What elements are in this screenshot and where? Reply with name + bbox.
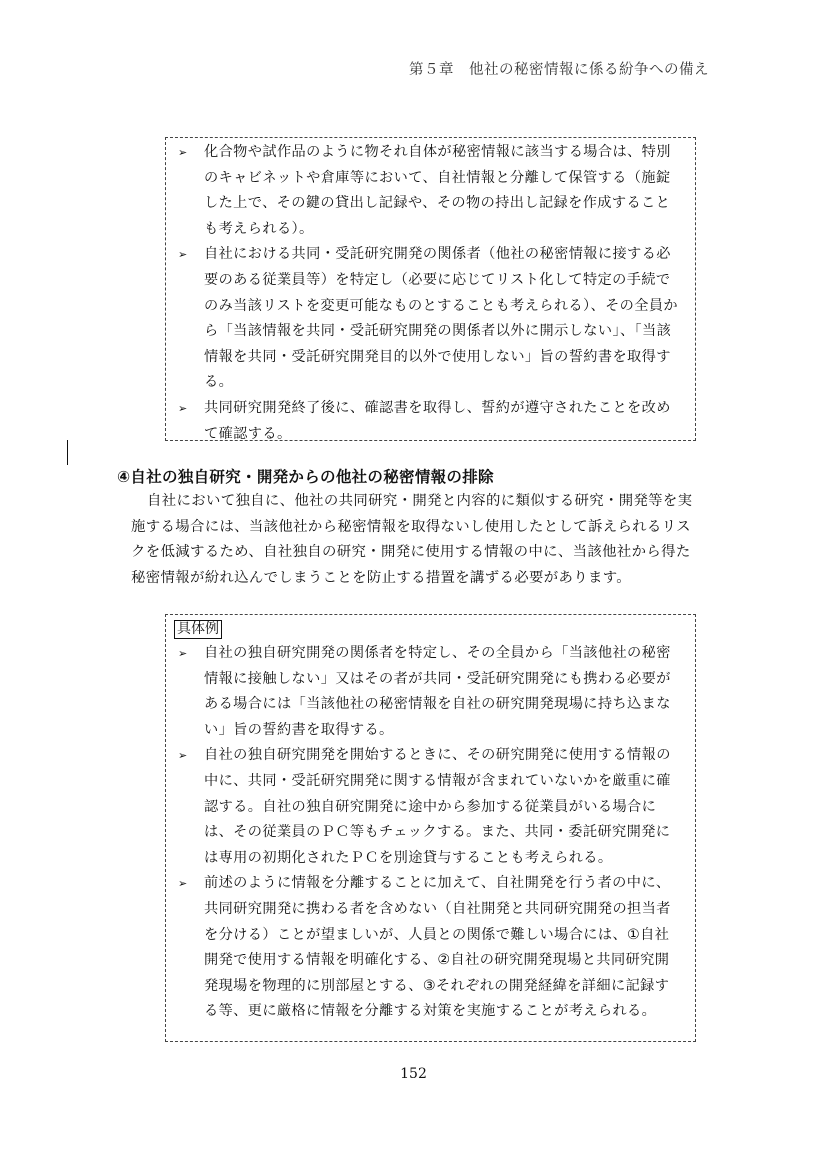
list-item-text: 化合物や試作品のように物それ自体が秘密情報に該当する場合は、特別のキャビネットや倉庫等において、自社情報と分離して保管する（施錠した上で、その鍵の貸出し記録や、その物の持出し記録を作成することも考えられる）。 (204, 144, 671, 237)
list-item-text: 自社の独自研究開発の関係者を特定し、その全員から「当該他社の秘密情報に接触しない」又はその者が共同・受託研究開発にも携わる必要がある場合には「当該他社の秘密情報を自社の研究開発現場に持ち込まない」旨の誓約書を取得する。 (204, 645, 671, 738)
examples-label: 具体例 (174, 620, 222, 639)
list-item-text: 自社における共同・受託研究開発の関係者（他社の秘密情報に接する必要のある従業員等）を特定し（必要に応じてリスト化して特定の手続でのみ当該リストを変更可能なものとすることも考えられる）、その全員から「当該情報を共同・受託研究開発の関係者以外に開示しない」、「当該情報を共同・受託研究開発目的以外で使用しない」旨の誓約書を取得する。 (204, 246, 679, 391)
arrow-bullet-icon: ➢ (178, 401, 188, 415)
arrow-bullet-icon: ➢ (178, 146, 188, 159)
list-item (174, 140, 681, 242)
list-item (174, 242, 681, 396)
arrow-bullet-icon: ➢ (178, 877, 188, 891)
list-item (174, 396, 681, 447)
section-paragraph: 自社において独自に、他社の共同研究・開発と内容的に類似する研究・開発等を実施する場合には、当該他社から秘密情報を取得ないし使用したとして訴えられるリスクを低減するため、自社独自の研究・開発に使用する情報の中に、当該他社から得た秘密情報が紛れ込んでしまうことを防止する措置を講ずる必要があります。 (131, 493, 693, 586)
arrow-bullet-icon: ➢ (178, 749, 188, 763)
arrow-bullet-icon: ➢ (178, 647, 188, 660)
bullet-list-2 (174, 641, 681, 1025)
list-item (174, 641, 681, 743)
list-item-text: 自社の独自研究開発を開始するときに、その研究開発に使用する情報の中に、共同・受託研究開発に関する情報が含まれていないかを厳重に確認する。自社の独自研究開発に途中から参加する従業員がいる場合には、その従業員のＰＣ等もチェックする。また、共同・委託研究開発には専用の初期化されたＰＣを別途貸与することも考えられる。 (204, 747, 671, 866)
list-item (174, 871, 681, 1025)
page-number: 152 (400, 1066, 427, 1082)
section-heading: ④自社の独自研究・開発からの他社の秘密情報の排除 (117, 468, 494, 486)
list-item-text: 前述のように情報を分離することに加えて、自社開発を行う者の中に、共同研究開発に携わる者を含めない（自社開発と共同研究開発の担当者を分ける）ことが望ましいが、人員との関係で難しい場合には、①自社開発で使用する情報を明確化する、②自社の研究開発現場と共同研究開発現場を物理的に別部屋とする、③それぞれの開発経緯を詳細に記録する等、更に厳格に情報を分離する対策を実施することが考えられる。 (204, 875, 671, 1020)
text-cursor-mark (67, 440, 68, 465)
list-item (174, 743, 681, 871)
bullet-list-1 (174, 140, 681, 447)
examples-box (165, 614, 696, 1042)
measures-box-1 (165, 137, 696, 441)
arrow-bullet-icon: ➢ (178, 248, 188, 262)
list-item-text: 共同研究開発終了後に、確認書を取得し、誓約が遵守されたことを改めて確認する。 (204, 399, 671, 442)
chapter-header: 第５章 他社の秘密情報に係る紛争への備え (409, 62, 709, 78)
